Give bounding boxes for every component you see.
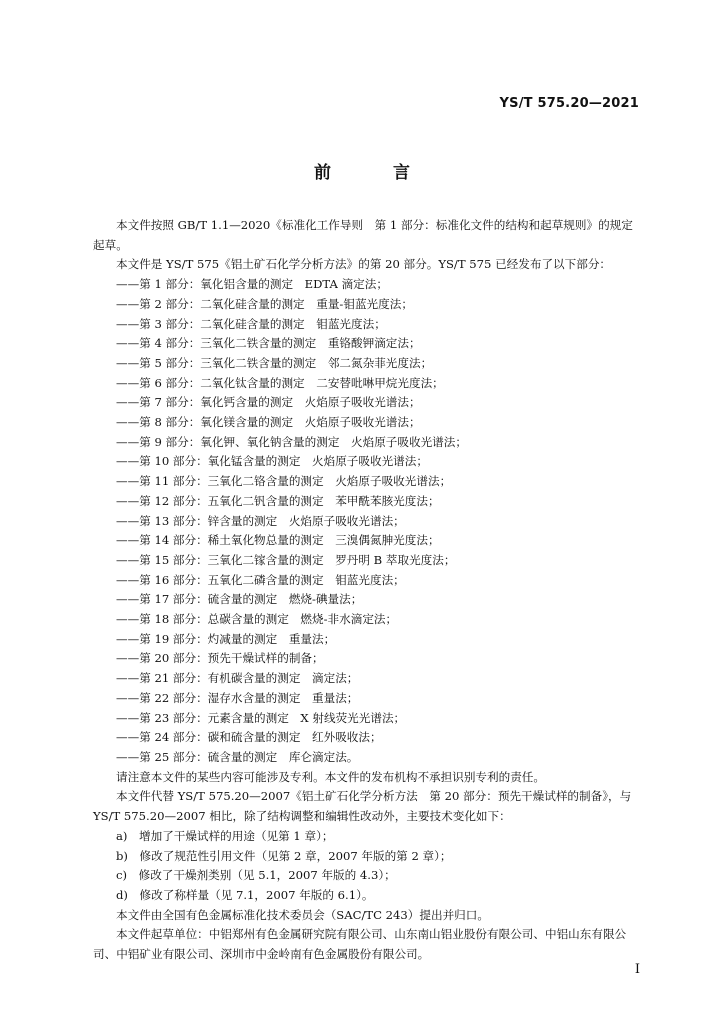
list-item: ——第 2 部分：二氧化硅含量的测定 重量-钼蓝光度法；	[116, 296, 413, 311]
list-item: ——第 3 部分：二氧化硅含量的测定 钼蓝光度法；	[116, 316, 386, 331]
document-body	[93, 216, 641, 965]
list-item: ——第 21 部分：有机碳含量的测定 滴定法；	[116, 671, 359, 686]
list-item: ——第 24 部分：碳和硫含量的测定 红外吸收法；	[116, 730, 382, 745]
list-item: ——第 14 部分：稀土氧化物总量的测定 三溴偶氮胂光度法；	[116, 533, 440, 548]
list-item: ——第 23 部分：元素含量的测定 X 射线荧光光谱法；	[116, 710, 406, 725]
parts-list	[93, 275, 641, 768]
change-item: a) 增加了干燥试样的用途（见第 1 章）；	[116, 828, 334, 843]
list-item: ——第 18 部分：总碳含量的测定 燃烧-非水滴定法；	[116, 612, 398, 627]
list-item: ——第 4 部分：三氧化二铁含量的测定 重铬酸钾滴定法；	[116, 336, 421, 351]
standard-code: YS/T 575.20—2021	[499, 96, 639, 111]
drafting-units-paragraph: 本文件起草单位：中铝郑州有色金属研究院有限公司、山东南山铝业股份有限公司、中铝山东有限公司、中铝矿业有限公司、深圳市中金岭南有色金属股份有限公司。	[93, 927, 627, 962]
change-item: c) 修改了干燥剂类别（见 5.1，2007 年版的 4.3）；	[116, 868, 396, 883]
list-item: ——第 20 部分：预先干燥试样的制备；	[116, 651, 324, 666]
list-item: ——第 19 部分：灼减量的测定 重量法；	[116, 631, 336, 646]
list-item: ——第 22 部分：湿存水含量的测定 重量法；	[116, 690, 359, 705]
intro-paragraph-series: 本文件是 YS/T 575《铝土矿石化学分析方法》的第 20 部分。YS/T 575 已经发布了以下部分：	[116, 257, 612, 272]
list-item: ——第 1 部分：氧化铝含量的测定 EDTA 滴定法；	[116, 277, 388, 292]
list-item: ——第 8 部分：氧化镁含量的测定 火焰原子吸收光谱法；	[116, 415, 421, 430]
list-item: ——第 25 部分：硫含量的测定 库仑滴定法。	[116, 749, 359, 764]
list-item: ——第 12 部分：五氧化二钒含量的测定 苯甲酰苯胲光度法；	[116, 493, 440, 508]
list-item: ——第 7 部分：氧化钙含量的测定 火焰原子吸收光谱法；	[116, 395, 421, 410]
page-title: 前 言	[314, 163, 438, 183]
list-item: ——第 11 部分：三氧化二铬含量的测定 火焰原子吸收光谱法；	[116, 474, 452, 489]
change-item: d) 修改了称样量（见 7.1，2007 年版的 6.1）。	[116, 887, 374, 902]
list-item: ——第 17 部分：硫含量的测定 燃烧-碘量法；	[116, 592, 363, 607]
proposed-by-paragraph: 本文件由全国有色金属标准化技术委员会（SAC/TC 243）提出并归口。	[116, 907, 489, 922]
page-number: I	[634, 962, 640, 977]
intro-paragraph-drafting-rule: 本文件按照 GB/T 1.1—2020《标准化工作导则 第 1 部分：标准化文件的结构和起草规则》的规定起草。	[93, 218, 633, 252]
list-item: ——第 16 部分：五氧化二磷含量的测定 钼蓝光度法；	[116, 572, 405, 587]
list-item: ——第 6 部分：二氧化钛含量的测定 二安替吡啉甲烷光度法；	[116, 375, 444, 390]
change-item: b) 修改了规范性引用文件（见第 2 章，2007 年版的第 2 章）；	[116, 848, 452, 863]
changes-list	[93, 827, 641, 906]
list-item: ——第 5 部分：三氧化二铁含量的测定 邻二氮杂菲光度法；	[116, 355, 433, 370]
replacement-paragraph: 本文件代替 YS/T 575.20—2007《铝土矿石化学分析方法 第 20 部分：预先干燥试样的制备》，与 YS/T 575.20—2007 相比，除了结构调整和编辑性改动外，主要技术变化如下：	[93, 789, 632, 824]
list-item: ——第 10 部分：氧化锰含量的测定 火焰原子吸收光谱法；	[116, 454, 428, 469]
list-item: ——第 9 部分：氧化钾、氧化钠含量的测定 火焰原子吸收光谱法；	[116, 434, 467, 449]
list-item: ——第 13 部分：锌含量的测定 火焰原子吸收光谱法；	[116, 513, 405, 528]
patent-notice: 请注意本文件的某些内容可能涉及专利。本文件的发布机构不承担识别专利的责任。	[116, 769, 545, 784]
list-item: ——第 15 部分：三氧化二镓含量的测定 罗丹明 B 萃取光度法；	[116, 552, 456, 567]
